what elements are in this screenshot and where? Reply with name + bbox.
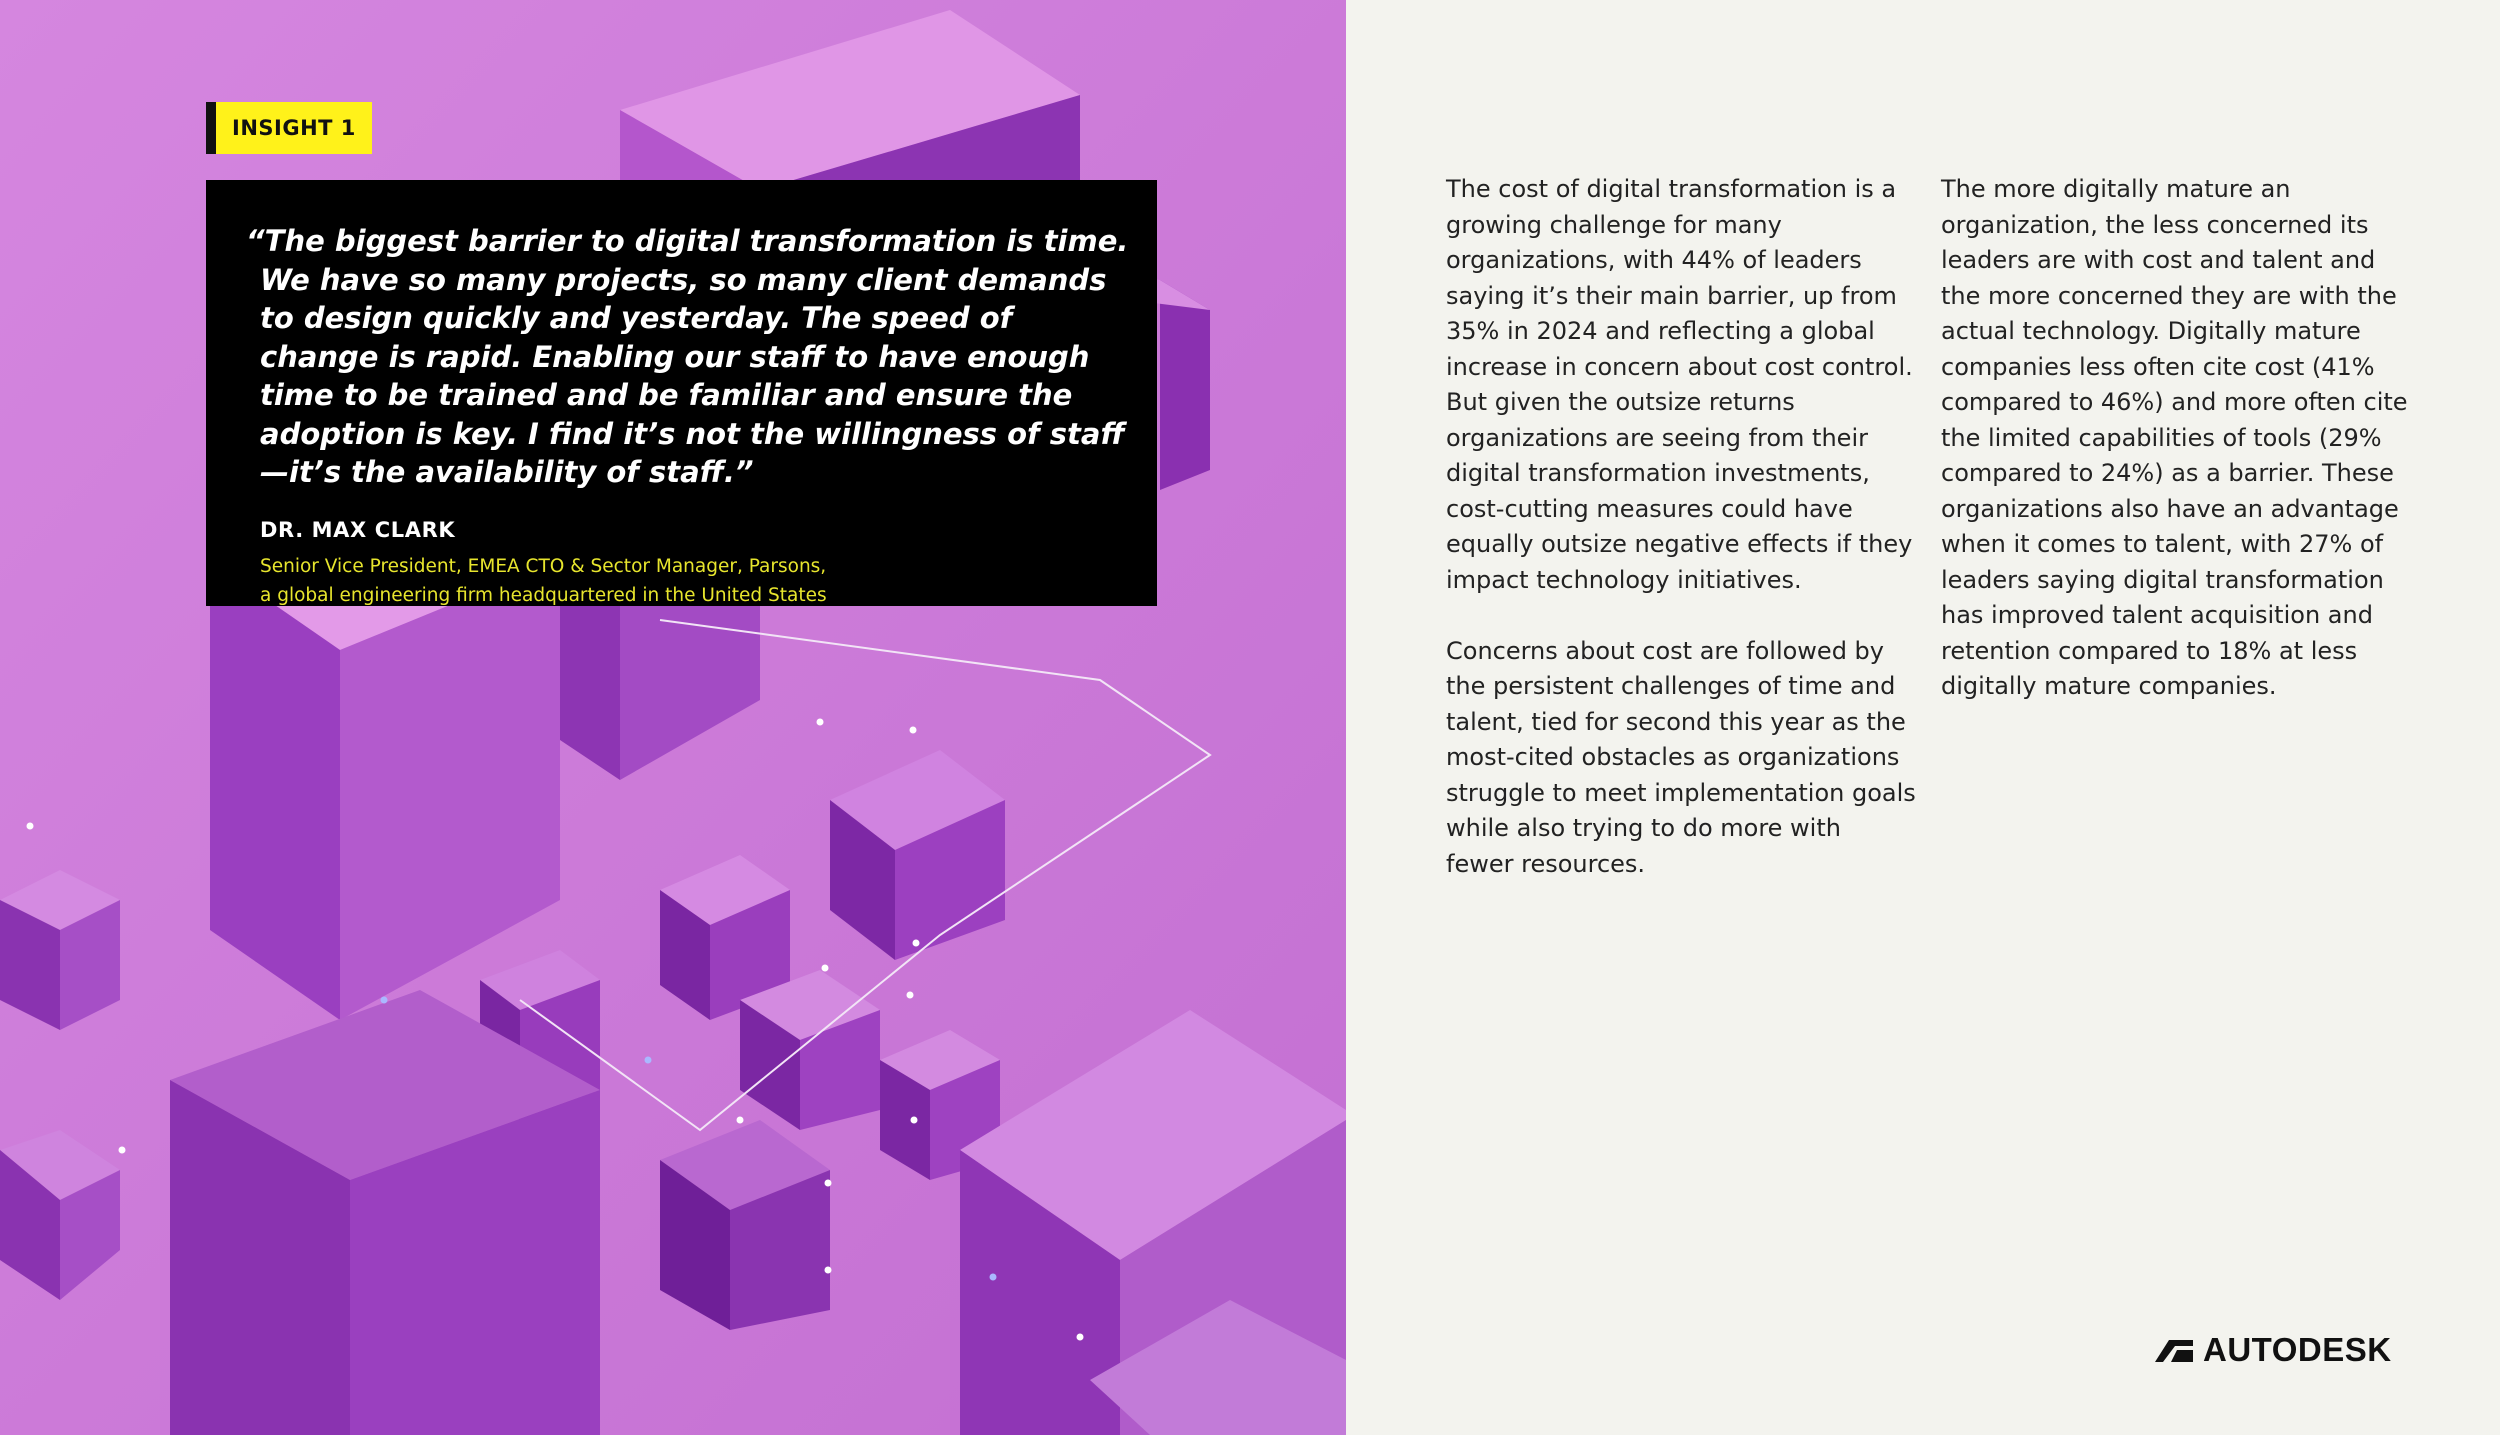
insight-tag-bar: [206, 102, 216, 154]
autodesk-logo: [2155, 1330, 2392, 1370]
quote-author-role: [246, 552, 1020, 610]
body-paragraph-maturity: The more digitally mature an organization, the less concerned its leaders are with cost and talent and the more concerned they are with the actual technology. Digitally mature companies less often cite cost (41% compared to 46%) and more often cite the limited capabilities of tools (29% compared to 24%) as a barrier. These organizations also have an advantage when it comes to talent, with 27% of leaders saying digital transformation has improved talent acquisition and retention compared to 18% at less digitally mature companies.: [1941, 175, 2408, 700]
autodesk-logo-text: AUTODESK: [2203, 1331, 2392, 1368]
autodesk-logo-icon: [2155, 1338, 2193, 1362]
body-column-left: [1446, 172, 1916, 918]
quote-box: [206, 180, 1157, 606]
quote-author-role-line-1: Senior Vice President, EMEA CTO & Sector Manager, Parsons,: [260, 555, 827, 577]
insight-tag-label: INSIGHT 1: [216, 102, 372, 154]
quote-author: DR. MAX CLARK: [260, 517, 456, 542]
quote-text: “The biggest barrier to digital transformation is time. We have so many projects, so many client demands to design quickly and yesterday. The speed of change is rapid. Enabling our staff to have enough time to be trained and be familiar and ensure the adoption is key. I find it’s not the willingness of staff—it’s the availability of staff.”: [246, 224, 1129, 489]
quote-author-role-line-2: a global engineering firm headquartered in the United States: [260, 584, 827, 606]
body-column-right: [1941, 172, 2411, 740]
body-paragraph-cost: The cost of digital transformation is a growing challenge for many organizations, with 44% of leaders saying it’s their main barrier, up from 35% in 2024 and reflecting a global increase in concern about cost control. But given the outsize returns organizations are seeing from their digital transformation investments, cost-cutting measures could have equally outsize negative effects if they impact technology initiatives.: [1446, 175, 1913, 594]
body-paragraph-time-talent: Concerns about cost are followed by the persistent challenges of time and talent, tied for second this year as the most-cited obstacles as organizations struggle to meet implementation goals while also trying to do more with fewer resources.: [1446, 636, 1916, 878]
insight-tag: [206, 102, 372, 154]
